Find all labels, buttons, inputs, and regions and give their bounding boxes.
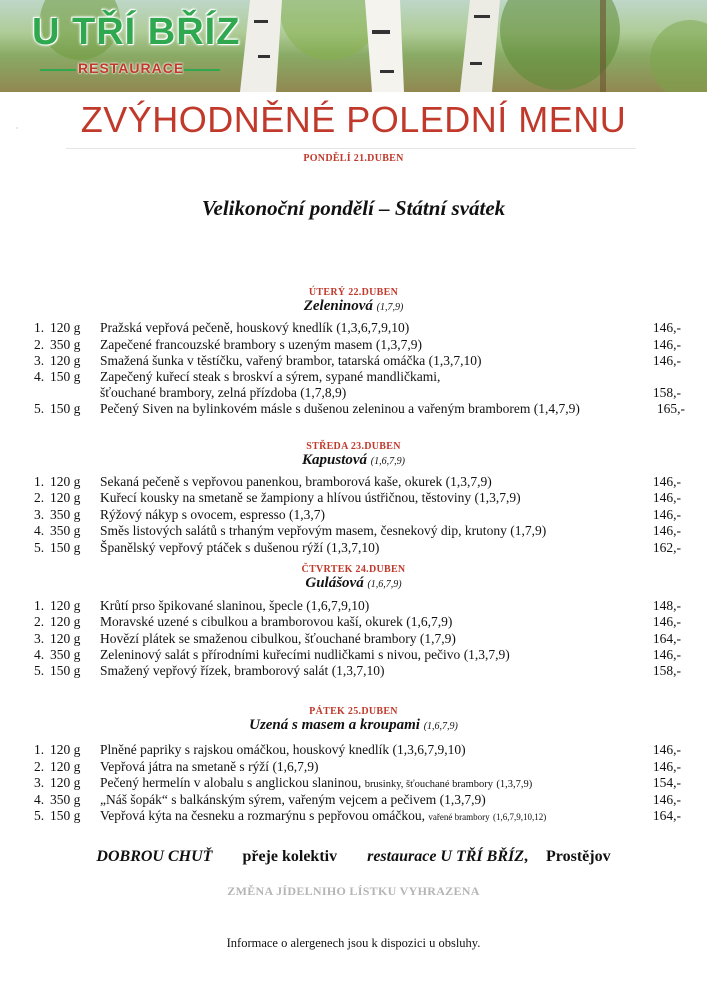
item-description	[100, 792, 486, 808]
item-weight: 120 g	[50, 742, 81, 757]
item-description-continued	[100, 385, 346, 401]
item-number: 5.	[34, 540, 45, 555]
item-number: 3.	[34, 353, 45, 368]
menu-item-row	[0, 647, 707, 663]
item-number: 1.	[34, 320, 45, 335]
item-description	[100, 663, 385, 679]
item-price: 146,-	[652, 320, 681, 335]
item-weight: 120 g	[50, 631, 81, 646]
item-price: 146,-	[652, 614, 681, 629]
allergen-info: Informace o alergenech jsou k dispozici u obsluhy.	[226, 936, 481, 950]
item-allergens: (1,7,9)	[419, 631, 456, 646]
item-side-dish: brusinky, šťouchané brambory	[364, 779, 494, 790]
item-weight: 150 g	[50, 369, 81, 384]
city-name: Prostějov	[546, 848, 611, 865]
menu-item-row	[0, 369, 707, 385]
restaurant-logo	[32, 11, 241, 84]
footer-greeting	[0, 848, 707, 866]
item-price: 158,-	[652, 385, 681, 400]
menu-item-row	[0, 808, 707, 824]
soup-name: Zeleninová	[303, 298, 373, 314]
item-name: Pečený Siven na bylinkovém másle s dušenou zeleninou a vařeným bramborem	[100, 401, 531, 416]
logo-subtitle: RESTAURACE	[78, 60, 185, 76]
item-number: 5.	[34, 401, 45, 416]
item-allergens: (1,3,7,10)	[331, 663, 385, 678]
item-number: 4.	[34, 523, 45, 538]
item-name: Španělský vepřový ptáček s dušenou rýží	[100, 540, 324, 555]
item-number: 5.	[34, 663, 45, 678]
item-description	[100, 353, 481, 369]
menu-item-row	[0, 401, 707, 417]
item-name: Smažený vepřový řízek, bramborový salát	[100, 663, 329, 678]
logo-divider-left	[40, 69, 76, 71]
item-weight: 150 g	[50, 663, 81, 678]
item-name: Vepřová játra na smetaně s rýží	[100, 759, 270, 774]
item-name: Kuřecí kousky na smetaně se žampiony a hlívou ústřičnou, těstoviny	[100, 490, 472, 505]
item-weight: 350 g	[50, 523, 81, 538]
item-price: 146,-	[652, 337, 681, 352]
item-allergens: (1,7,9)	[510, 523, 547, 538]
item-allergens: (1,3,7,10)	[428, 353, 482, 368]
menu-change-note: ZMĚNA JÍDELNIHO LÍSTKU VYHRAZENA	[227, 884, 480, 898]
item-weight: 350 g	[50, 792, 81, 807]
item-weight: 120 g	[50, 775, 81, 790]
header-banner	[0, 0, 707, 92]
item-name: Vepřová kýta na česneku a rozmarýnu s pepřovou omáčkou,	[100, 808, 426, 823]
item-allergens: (1,3,7,9)	[474, 490, 521, 505]
item-number: 2.	[34, 490, 45, 505]
item-description	[100, 507, 325, 523]
item-name: „Náš šopák“ s balkánským sýrem, vařeným vejcem a pečivem	[100, 792, 437, 807]
item-description	[100, 369, 440, 385]
item-number: 2.	[34, 337, 45, 352]
item-number: 4.	[34, 792, 45, 807]
menu-item-row	[0, 663, 707, 679]
item-description	[100, 490, 521, 506]
logo-divider-right	[184, 69, 220, 71]
item-price: 164,-	[652, 631, 681, 646]
menu-item-row	[0, 474, 707, 490]
item-allergens: (1,6,7,9,10)	[306, 598, 370, 613]
item-weight: 120 g	[50, 614, 81, 629]
stray-mark: "	[16, 128, 19, 133]
logo-name: U TŘÍ BŘÍZ	[32, 11, 241, 53]
item-weight: 120 g	[50, 320, 81, 335]
item-weight: 120 g	[50, 490, 81, 505]
holiday-note: Velikonoční pondělí – Státní svátek	[201, 196, 506, 220]
item-name: Plněné papriky s rajskou omáčkou, houskový knedlík	[100, 742, 390, 757]
item-number: 5.	[34, 808, 45, 823]
menu-item-row	[0, 353, 707, 369]
item-name: Krůtí prso špikované slaninou, špecle	[100, 598, 303, 613]
item-weight: 150 g	[50, 401, 81, 416]
item-description	[100, 337, 422, 353]
item-weight: 350 g	[50, 507, 81, 522]
item-allergens: (1,7,8,9)	[300, 385, 347, 400]
menu-item-row	[0, 792, 707, 808]
item-number: 2.	[34, 759, 45, 774]
item-allergens: (1,6,7,9)	[406, 614, 453, 629]
menu-item-row	[0, 775, 707, 791]
item-name: Zapečené francouzské brambory s uzeným masem	[100, 337, 373, 352]
item-price: 158,-	[652, 663, 681, 678]
item-price: 146,-	[652, 759, 681, 774]
day-heading-friday: PÁTEK 25.DUBEN	[309, 706, 398, 717]
menu-item-row	[0, 742, 707, 758]
page-title: ZVÝHODNĚNÉ POLEDNÍ MENU	[80, 99, 627, 140]
soup-name: Kapustová	[302, 452, 368, 468]
item-description	[100, 759, 319, 775]
item-number: 1.	[34, 474, 45, 489]
soup-allergens: (1,6,7,9)	[370, 456, 405, 467]
item-number: 1.	[34, 598, 45, 613]
item-description	[100, 775, 532, 791]
menu-item-row-continued	[0, 385, 707, 401]
soup-name: Gulášová	[305, 575, 364, 591]
menu-item-row	[0, 490, 707, 506]
item-allergens: (1,3,7,9)	[375, 337, 423, 352]
item-price: 164,-	[652, 808, 681, 823]
day-heading-thursday: ČTVRTEK 24.DUBEN	[301, 564, 406, 575]
item-allergens: (1,3,7)	[288, 507, 325, 522]
item-price: 162,-	[652, 540, 681, 555]
item-price: 148,-	[652, 598, 681, 613]
item-price: 165,-	[656, 401, 685, 416]
item-description	[100, 808, 546, 824]
soup-friday	[0, 717, 707, 734]
menu-item-row	[0, 598, 707, 614]
item-description	[100, 614, 452, 630]
item-description	[100, 647, 510, 663]
item-allergens: (1,3,7,10)	[326, 540, 380, 555]
item-price: 146,-	[652, 647, 681, 662]
soup-name: Uzená s masem a kroupami	[249, 717, 420, 733]
item-weight: 150 g	[50, 540, 81, 555]
item-number: 3.	[34, 631, 45, 646]
menu-item-row	[0, 320, 707, 336]
item-description	[100, 401, 580, 417]
item-allergens: (1,3,6,7,9,10)	[392, 742, 466, 757]
menu-item-row	[0, 759, 707, 775]
item-side-dish: vařené brambory	[428, 812, 490, 822]
item-description	[100, 474, 492, 490]
item-number: 4.	[34, 369, 45, 384]
item-description	[100, 320, 409, 336]
item-price: 146,-	[652, 792, 681, 807]
day-heading-tuesday: ÚTERÝ 22.DUBEN	[308, 287, 399, 298]
item-name: Pečený hermelín v alobalu s anglickou slaninou,	[100, 775, 362, 790]
item-name: Zeleninový salát s přírodními kuřecími nudličkami s nivou, pečivo	[100, 647, 461, 662]
day-heading-monday: PONDĚLÍ 21.DUBEN	[303, 153, 404, 164]
item-number: 4.	[34, 647, 45, 662]
item-allergens: (1,3,7,9)	[445, 474, 492, 489]
item-description	[100, 742, 466, 758]
soup-allergens: (1,7,9)	[376, 302, 404, 313]
day-heading-wednesday: STŘEDA 23.DUBEN	[306, 441, 401, 452]
footer-comma: ,	[524, 848, 528, 865]
menu-item-row	[0, 523, 707, 539]
item-weight: 120 g	[50, 353, 81, 368]
soup-allergens: (1,6,7,9)	[367, 579, 402, 590]
soup-allergens: (1,6,7,9)	[423, 721, 458, 732]
item-allergens: (1,6,7,9,10,12)	[493, 812, 547, 822]
bon-appetit: DOBROU CHUŤ	[96, 848, 213, 865]
menu-item-row	[0, 631, 707, 647]
item-name: Zapečený kuřecí steak s broskví a sýrem, sypané mandličkami,	[100, 369, 441, 384]
item-number: 3.	[34, 507, 45, 522]
item-name: Sekaná pečeně s vepřovou panenkou, bramborová kaše, okurek	[100, 474, 443, 489]
item-price: 146,-	[652, 490, 681, 505]
soup-wednesday	[0, 452, 707, 469]
item-price: 146,-	[652, 474, 681, 489]
item-weight: 350 g	[50, 647, 81, 662]
menu-item-row	[0, 540, 707, 556]
item-name: Směs listových salátů s trhaným vepřovým masem, česnekový dip, krutony	[100, 523, 507, 538]
item-description	[100, 631, 456, 647]
item-weight: 120 g	[50, 759, 81, 774]
menu-item-row	[0, 507, 707, 523]
item-number: 3.	[34, 775, 45, 790]
soup-thursday	[0, 575, 707, 592]
item-number: 1.	[34, 742, 45, 757]
item-price: 146,-	[652, 353, 681, 368]
item-number: 2.	[34, 614, 45, 629]
menu-item-row	[0, 614, 707, 630]
item-weight: 120 g	[50, 598, 81, 613]
item-price: 146,-	[652, 523, 681, 538]
item-name: Moravské uzené s cibulkou a bramborovou kaší, okurek	[100, 614, 403, 629]
item-weight: 150 g	[50, 808, 81, 823]
item-weight: 120 g	[50, 474, 81, 489]
soup-tuesday	[0, 298, 707, 315]
item-price: 154,-	[652, 775, 681, 790]
wishes-text: přeje kolektiv	[242, 848, 338, 865]
item-allergens: (1,3,7,9)	[496, 779, 533, 790]
item-name: Rýžový nákyp s ovocem, espresso	[100, 507, 286, 522]
restaurant-name: restaurace U TŘÍ BŘÍZ	[367, 848, 524, 865]
title-divider	[66, 148, 636, 149]
item-name: Smažená šunka v těstíčku, vařený brambor, tatarská omáčka	[100, 353, 426, 368]
item-price: 146,-	[652, 742, 681, 757]
item-allergens: (1,4,7,9)	[533, 401, 580, 416]
item-description	[100, 598, 369, 614]
item-name: Pražská vepřová pečeně, houskový knedlík	[100, 320, 333, 335]
item-weight: 350 g	[50, 337, 81, 352]
item-name-continued: šťouchané brambory, zelná přízdoba	[100, 385, 297, 400]
item-allergens: (1,3,7,9)	[463, 647, 510, 662]
item-description	[100, 523, 546, 539]
item-price: 146,-	[652, 507, 681, 522]
item-description	[100, 540, 379, 556]
item-name: Hovězí plátek se smaženou cibulkou, šťouchané brambory	[100, 631, 417, 646]
item-allergens: (1,3,7,9)	[439, 792, 486, 807]
item-allergens: (1,6,7,9)	[272, 759, 319, 774]
menu-item-row	[0, 337, 707, 353]
item-allergens: (1,3,6,7,9,10)	[336, 320, 410, 335]
